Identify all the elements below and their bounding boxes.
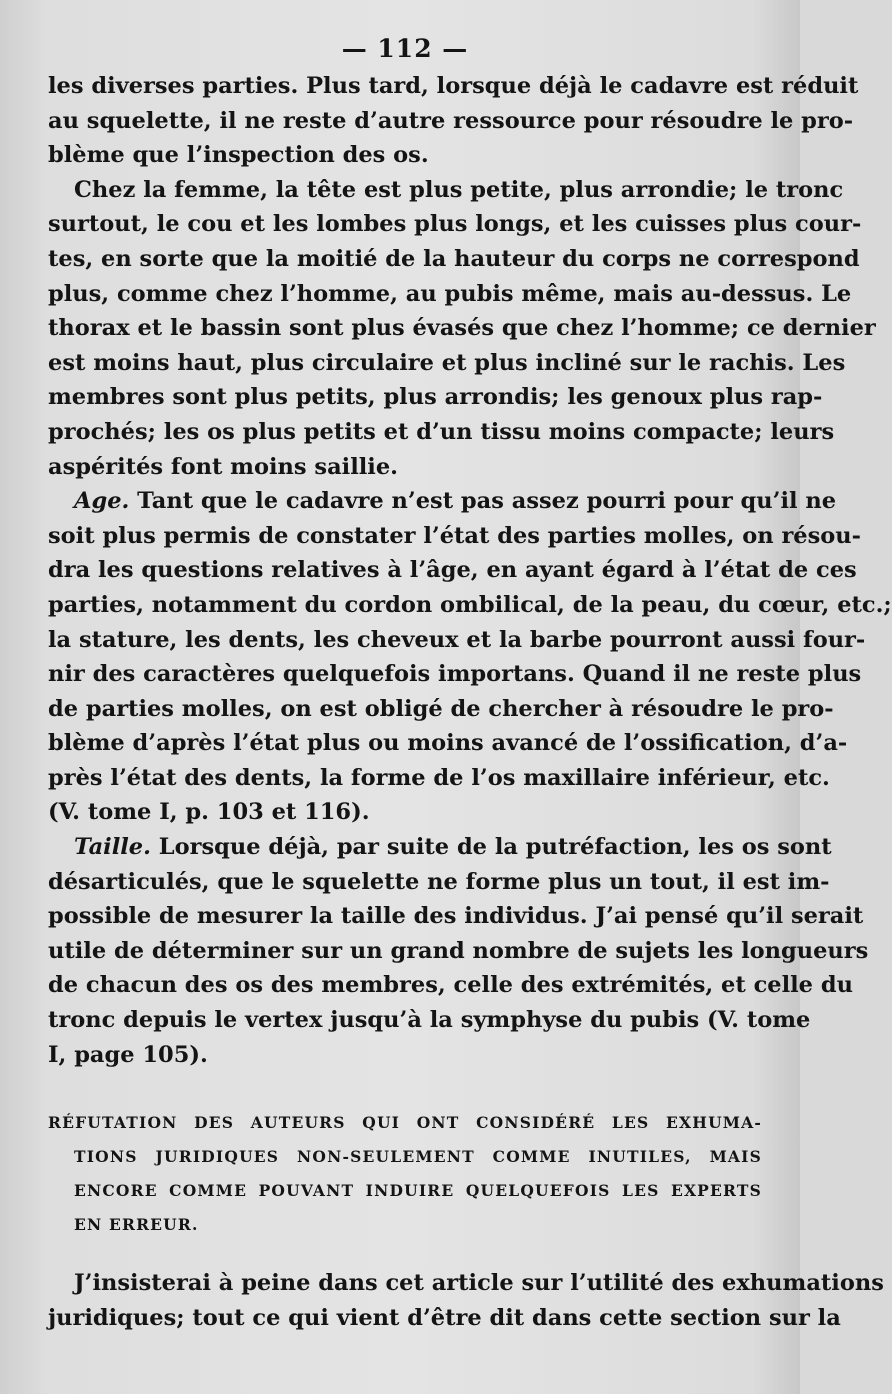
- text-line: Chez la femme, la tête est plus petite, plus arrondie; le tronc: [74, 176, 844, 203]
- text-line: parties, notamment du cordon ombilical, de la peau, du cœur, etc.;: [48, 591, 892, 618]
- text-run: Tant que le cadavre n’est pas assez pourri pour qu’il ne: [129, 488, 837, 515]
- heading-line: TIONS JURIDIQUES NON-SEULEMENT COMME INUTILES, MAIS: [74, 1147, 762, 1167]
- text-line: utile de déterminer sur un grand nombre de sujets les longueurs: [48, 937, 869, 964]
- text-line: (V. tome I, p. 103 et 116).: [48, 799, 370, 826]
- text-line: tronc depuis le vertex jusqu’à la symphyse du pubis (V. tome: [48, 1007, 811, 1034]
- text-line: aspérités font moins saillie.: [48, 453, 398, 480]
- text-line: possible de mesurer la taille des individus. J’ai pensé qu’il serait: [48, 903, 864, 930]
- page-number: — 112 —: [341, 34, 469, 63]
- run-in-heading-taille: Taille.: [74, 834, 151, 861]
- paragraph-exhumations: [48, 1266, 884, 1335]
- paragraph-taille: [48, 830, 869, 1072]
- text-line: J’insisterai à peine dans cet article sur l’utilité des exhumations: [74, 1270, 884, 1297]
- text-line: I, page 105).: [48, 1041, 208, 1068]
- text-line: soit plus permis de constater l’état des parties molles, on résou-: [48, 522, 861, 549]
- spacer: [48, 1242, 762, 1266]
- text-line: tes, en sorte que la moitié de la hauteur du corps ne correspond: [48, 245, 860, 272]
- section-heading: [48, 1106, 762, 1242]
- paragraph-age: [48, 484, 892, 830]
- text-line: de parties molles, on est obligé de chercher à résoudre le pro-: [48, 695, 834, 722]
- text-line: blème que l’inspection des os.: [48, 142, 429, 169]
- text-line: juridiques; tout ce qui vient d’être dit dans cette section sur la: [48, 1304, 841, 1331]
- text-line-lead: [48, 830, 832, 865]
- paragraph-continuation: [48, 69, 859, 173]
- text-line: les diverses parties. Plus tard, lorsque déjà le cadavre est réduit: [48, 73, 859, 99]
- text-line: plus, comme chez l’homme, au pubis même, mais au-dessus. Le: [48, 280, 852, 307]
- text-line: près l’état des dents, la forme de l’os maxillaire inférieur, etc.: [48, 764, 830, 791]
- heading-line: ENCORE COMME POUVANT INDUIRE QUELQUEFOIS LES EXPERTS: [74, 1181, 762, 1201]
- paragraph-femme: [48, 173, 876, 484]
- text-line: nir des caractères quelquefois importans. Quand il ne reste plus: [48, 661, 862, 688]
- text-line: au squelette, il ne reste d’autre ressource pour résoudre le pro-: [48, 107, 854, 134]
- text-run: Lorsque déjà, par suite de la putréfaction, les os sont: [150, 834, 832, 861]
- heading-line: EN ERREUR.: [74, 1215, 199, 1235]
- text-line: de chacun des os des membres, celle des extrémités, et celle du: [48, 972, 853, 999]
- text-line: désarticulés, que le squelette ne forme plus un tout, il est im-: [48, 868, 830, 895]
- text-line: thorax et le bassin sont plus évasés que chez l’homme; ce dernier: [48, 315, 876, 342]
- text-line-lead: [48, 484, 837, 519]
- text-line: la stature, les dents, les cheveux et la barbe pourront aussi four-: [48, 626, 866, 653]
- text-line: surtout, le cou et les lombes plus longs, et les cuisses plus cour-: [48, 211, 862, 238]
- text-line: membres sont plus petits, plus arrondis; les genoux plus rap-: [48, 384, 823, 411]
- text-line: prochés; les os plus petits et d’un tissu moins compacte; leurs: [48, 418, 835, 445]
- text-line: blème d’après l’état plus ou moins avancé de l’ossification, d’a-: [48, 730, 848, 757]
- text-line: dra les questions relatives à l’âge, en ayant égard à l’état de ces: [48, 557, 857, 584]
- text-line: est moins haut, plus circulaire et plus incliné sur le rachis. Les: [48, 349, 846, 376]
- heading-line: RÉFUTATION DES AUTEURS QUI ONT CONSIDÉRÉ LES EXHUMA-: [48, 1113, 762, 1133]
- run-in-heading-age: Age.: [74, 488, 130, 515]
